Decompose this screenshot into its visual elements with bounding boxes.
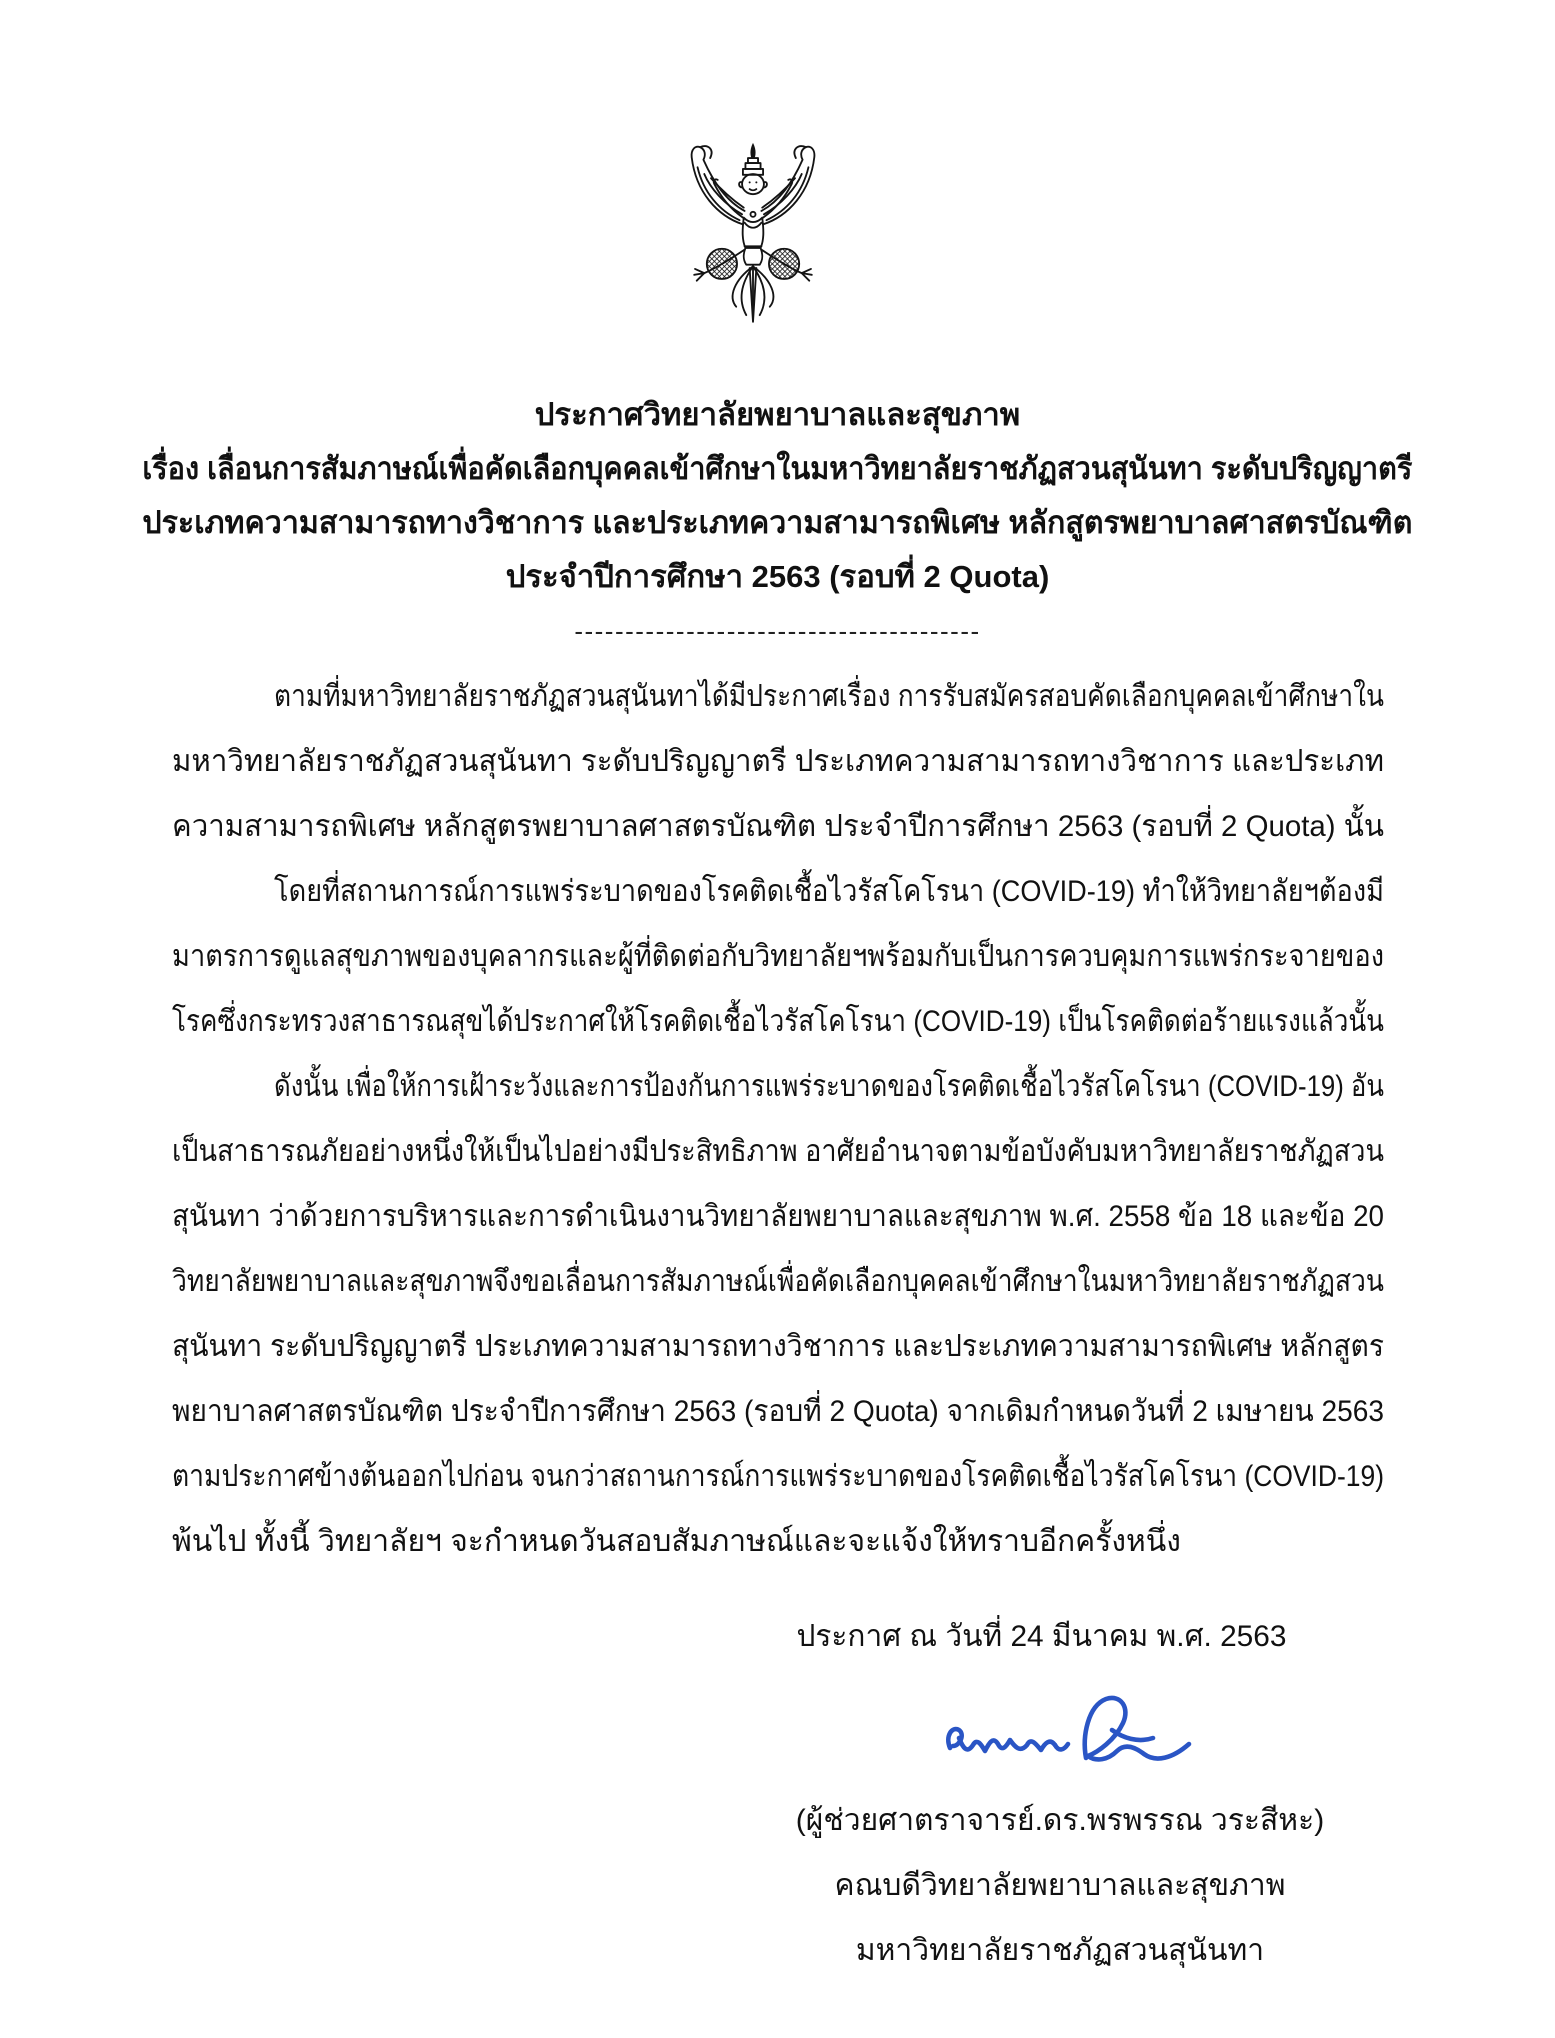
signer-organization: มหาวิทยาลัยราชภัฏสวนสุนันทา bbox=[855, 1934, 1265, 1967]
signature-ink bbox=[940, 1686, 1198, 1798]
body-line: โรคซึ่งกระทรวงสาธารณสุขได้ประกาศให้โรคติดเชื้อไวรัสโคโรนา (COVID-19) เป็นโรคติดต่อร้ายแรงแล้วนั้น bbox=[172, 1005, 1384, 1038]
signer-position: คณบดีวิทยาลัยพยาบาลและสุขภาพ bbox=[834, 1869, 1286, 1902]
body-line: พ้นไป ทั้งนี้ วิทยาลัยฯ จะกำหนดวันสอบสัมภาษณ์และจะแจ้งให้ทราบอีกครั้งหนึ่ง bbox=[172, 1525, 1181, 1558]
body-line: พยาบาลศาสตรบัณฑิต ประจำปีการศึกษา 2563 (รอบที่ 2 Quota) จากเดิมกำหนดวันที่ 2 เมษายน 2563 bbox=[172, 1395, 1384, 1428]
announcement-date: ประกาศ ณ วันที่ 24 มีนาคม พ.ศ. 2563 bbox=[796, 1620, 1287, 1653]
body-line: มหาวิทยาลัยราชภัฏสวนสุนันทา ระดับปริญญาตรี ประเภทความสามารถทางวิชาการ และประเภท bbox=[172, 745, 1384, 778]
dashed-separator: ---------------------------------------- bbox=[574, 616, 981, 646]
announcement-title: ประกาศวิทยาลัยพยาบาลและสุขภาพ bbox=[534, 397, 1021, 432]
body-line: สุนันทา ว่าด้วยการบริหารและการดำเนินงานวิทยาลัยพยาบาลและสุขภาพ พ.ศ. 2558 ข้อ 18 และข้อ 20 bbox=[172, 1200, 1384, 1233]
body-line: มาตรการดูแลสุขภาพของบุคลากรและผู้ที่ติดต่อกับวิทยาลัยฯพร้อมกับเป็นการควบคุมการแพร่กระจายของ bbox=[172, 940, 1384, 973]
body-line: วิทยาลัยพยาบาลและสุขภาพจึงขอเลื่อนการสัมภาษณ์เพื่อคัดเลือกบุคคลเข้าศึกษาในมหาวิทยาลัยราชภัฏสวน bbox=[172, 1265, 1384, 1298]
body-line: ตามที่มหาวิทยาลัยราชภัฏสวนสุนันทาได้มีประกาศเรื่อง การรับสมัครสอบคัดเลือกบุคคลเข้าศึกษาใน bbox=[274, 680, 1384, 713]
body-line: เป็นสาธารณภัยอย่างหนึ่งให้เป็นไปอย่างมีประสิทธิภาพ อาศัยอำนาจตามข้อบังคับมหาวิทยาลัยราชภัฏสวน bbox=[172, 1135, 1384, 1168]
title-block bbox=[0, 388, 1555, 644]
subject-line-2: ประเภทความสามารถทางวิชาการ และประเภทความสามารถพิเศษ หลักสูตรพยาบาลศาสตรบัณฑิต bbox=[142, 505, 1413, 540]
garuda-emblem-icon bbox=[669, 140, 837, 334]
announcement-date-block bbox=[795, 1612, 1285, 1662]
body-line: ดังนั้น เพื่อให้การเฝ้าระวังและการป้องกันการแพร่ระบาดของโรคติดเชื้อไวรัสโคโรนา (COVID-19) อัน bbox=[274, 1070, 1384, 1103]
body-line: ความสามารถพิเศษ หลักสูตรพยาบาลศาสตรบัณฑิต ประจำปีการศึกษา 2563 (รอบที่ 2 Quota) นั้น bbox=[172, 810, 1384, 843]
subject-line-3: ประจำปีการศึกษา 2563 (รอบที่ 2 Quota) bbox=[505, 559, 1050, 594]
body-line: สุนันทา ระดับปริญญาตรี ประเภทความสามารถทางวิชาการ และประเภทความสามารถพิเศษ หลักสูตร bbox=[172, 1330, 1384, 1363]
signer-name: (ผู้ช่วยศาตราจารย์.ดร.พรพรรณ วระสีหะ) bbox=[795, 1804, 1325, 1837]
body-line: โดยที่สถานการณ์การแพร่ระบาดของโรคติดเชื้อไวรัสโคโรนา (COVID-19) ทำให้วิทยาลัยฯต้องมี bbox=[274, 875, 1384, 908]
document-body bbox=[172, 664, 1384, 1574]
signer-block bbox=[740, 1788, 1380, 1983]
body-line: ตามประกาศข้างต้นออกไปก่อน จนกว่าสถานการณ์การแพร่ระบาดของโรคติดเชื้อไวรัสโคโรนา (COVID-19) bbox=[172, 1460, 1384, 1493]
subject-line-1: เรื่อง เลื่อนการสัมภาษณ์เพื่อคัดเลือกบุคคลเข้าศึกษาในมหาวิทยาลัยราชภัฏสวนสุนันทา ระดับปริญญาตรี bbox=[142, 451, 1413, 486]
